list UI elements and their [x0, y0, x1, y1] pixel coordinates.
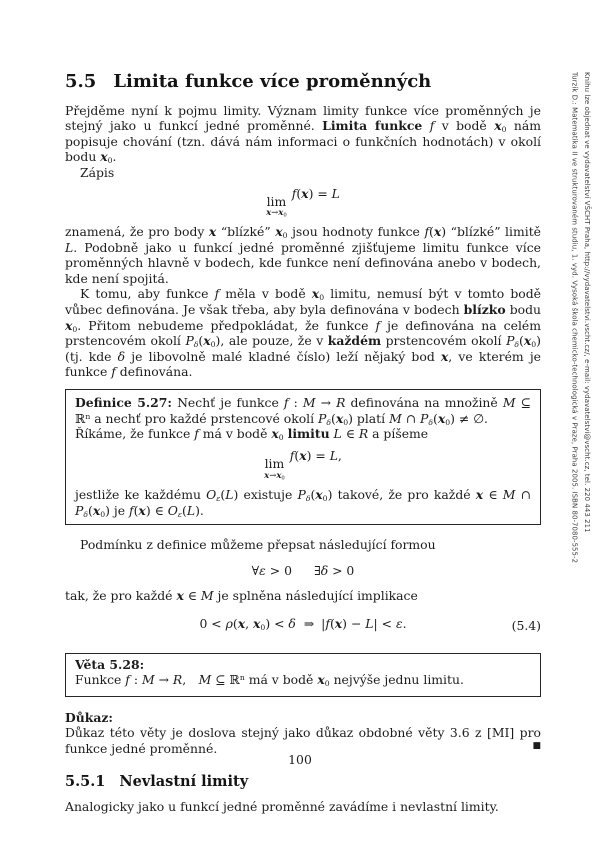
book-citation-sidebar — [568, 72, 593, 632]
equation-implication — [65, 616, 541, 632]
definition-box — [65, 389, 541, 525]
paragraph-improper-limits: Analogicky jako u funkcí jedné proměnné zavádíme i nevlastní limity. — [65, 799, 499, 815]
theorem-body: Funkce f : M → R, M ⊆ ℝ$^n$ má v bodě $x_0$ nejvýše jednu limitu. — [75, 672, 464, 689]
equation-quantifiers: ∀ε > 0 ∃δ > 0 — [251, 562, 355, 578]
theorem-title: Věta 5.28: — [75, 656, 145, 672]
proof-heading: Důkaz: — [65, 709, 113, 725]
equation-limit-notation: lim $x\to x_0$ f(x) = L — [266, 185, 340, 219]
definition-statement: Definice 5.27: Nechť je funkce f : M → R definována na množině M ⊆ ℝ$^n$ a nechť pro každé prstencové okolí $P_\delta(x_0)$ platí M ∩ $P_\delta(x_0)$ ≠ ∅. — [75, 394, 531, 427]
page-content — [65, 70, 541, 815]
proof-text: Důkaz této věty je doslova stejný jako důkaz obdobné věty 3.6 z [MI] pro funkce jedné proměnné. — [65, 725, 541, 757]
definition-condition: jestliže ke každému $O_\varepsilon(L)$ existuje $P_\delta(x_0)$ takové, že pro každé x ∈ M ∩ $P_\delta(x_0)$ je f(x) ∈ $O_\varepsilon(L)$. — [75, 487, 531, 519]
definition-equation: lim $x\to x_0$ f(x) = L, — [264, 447, 342, 481]
citation-line: Turzík D.: Matematika II ve strukturovaném studiu, 1. vyd. Vysoká škola chemicko-technologická v Praze, Praha 2005. ISBN 80-7080-555-2 — [570, 72, 579, 564]
subsection-title: Nevlastní limity — [119, 772, 249, 790]
ordering-info-line: Knihu lze objednat ve vydavatelství VŠCHT Praha, http://vydavatelstvi.vscht.cz/, e-mail: vydavatelstvi@vscht.cz, tel. 220 443 211 — [583, 72, 591, 533]
paragraph-meaning: znamená, že pro body x “blízké” $x_0$ jsou hodnoty funkce f(x) “blízké” limitě L. Podobně jako u funkcí jedné proměnné zjišťujeme limitu funkce více proměnných hlavně v bodech, kde funkce není definována anebo v bodech, kde není spojitá. — [65, 223, 542, 286]
paragraph-implication-intro: tak, že pro každé x ∈ M je splněna následující implikace — [65, 588, 418, 604]
section-heading — [65, 71, 541, 92]
paragraph-intro: Přejděme nyní k pojmu limity. Význam limity funkce více proměnných je stejný jako u funkcí jedné proměnné. Limita funkce f v bodě $x_0$ nám popisuje chování (tzn. dává nám informaci o funkčních hodnotách) v okolí bodu $x_0$. — [65, 102, 541, 166]
page-number: 100 — [288, 752, 312, 767]
equation-number-tag: (5.4) — [511, 618, 541, 634]
subsection-heading — [65, 774, 541, 790]
section-number: 5.5 — [65, 71, 97, 92]
paragraph-condition-intro: Podmínku z definice můžeme přepsat následující formou — [80, 537, 436, 553]
paragraph-neighborhood: K tomu, aby funkce f měla v bodě $x_0$ limitu, nemusí být v tomto bodě vůbec definována. Je však třeba, aby byla definována v bodech blízko bodu $x_0$. Přitom nebudeme předpokládat, že funkce f je definována na celém prstencovém okolí $P_\delta(x_0)$, ale pouze, že v každém prstencovém okolí $P_\delta(x_0)$ (tj. kde δ je libovolně malé kladné číslo) leží nějaký bod x, ve kterém je funkce f definována. — [65, 286, 542, 380]
qed-square: ■ — [532, 741, 541, 752]
section-title: Limita funkce více proměnných — [113, 71, 432, 92]
zapis-label: Zápis — [80, 164, 115, 180]
subsection-number: 5.5.1 — [65, 772, 106, 790]
equation-implication-body: 0 < ρ(x, $x_0) < \delta$ ⇒ |f(x) − L| < ε. — [199, 616, 407, 632]
theorem-box — [65, 653, 541, 697]
definition-limit-intro: Říkáme, že funkce f má v bodě $x_0$ limitu L ∈ R a píšeme — [75, 426, 429, 443]
